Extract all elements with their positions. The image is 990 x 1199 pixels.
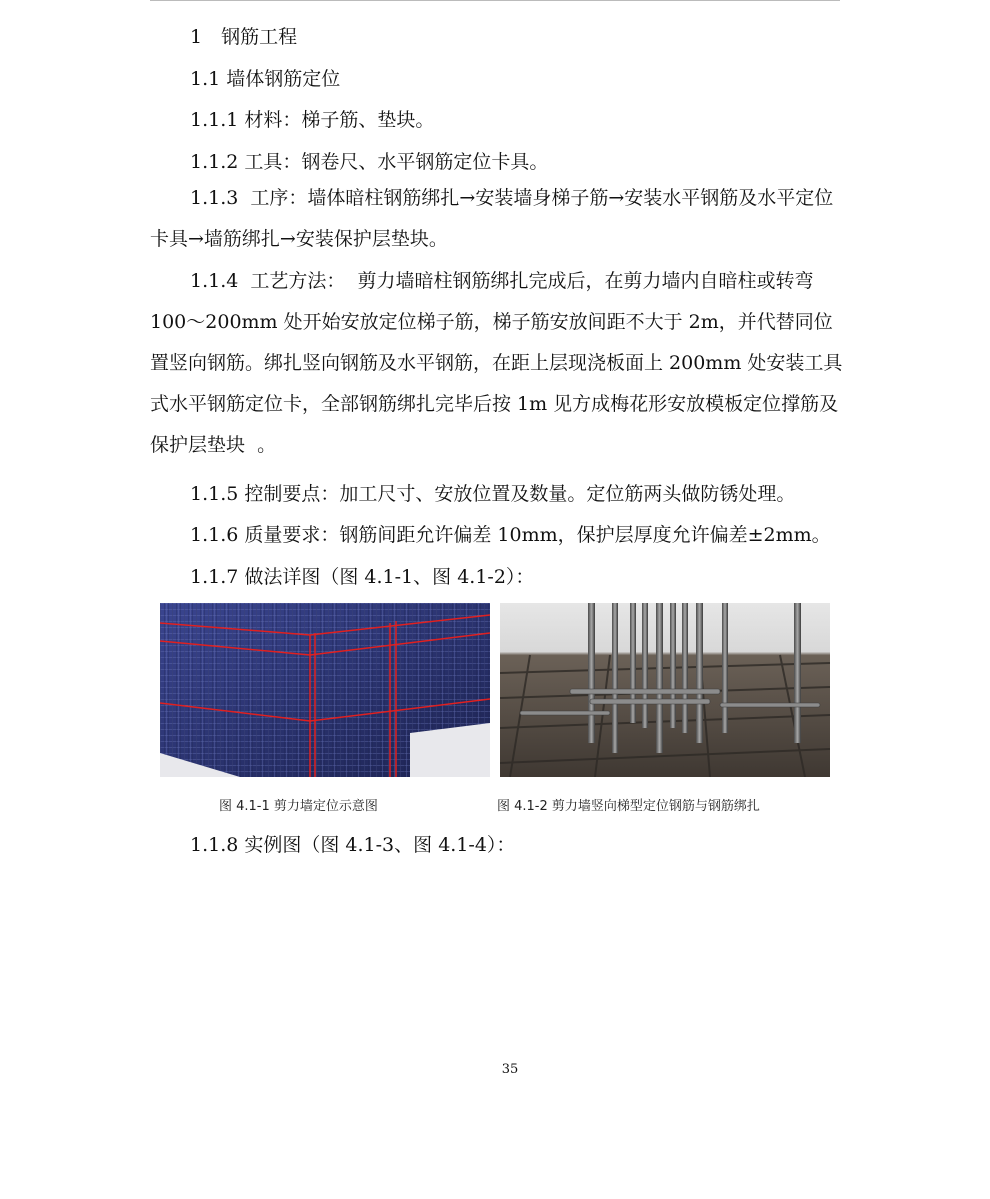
figure-2-caption: 图 4.1-2 剪力墙竖向梯型定位钢筋与钢筋绑扎 [497, 799, 760, 814]
item-quality: 1.1.6 质量要求：钢筋间距允许偏差 10mm，保护层厚度允许偏差±2mm。 [190, 524, 831, 546]
header-rule [150, 0, 840, 4]
subsection-heading: 1.1 墙体钢筋定位 [190, 68, 341, 90]
item-procedure: 1.1.3 工序：墙体暗柱钢筋绑扎→安装墙身梯子筋→安装水平钢筋及水平定位卡具→墙筋绑扎→安装保护层垫块。 [150, 187, 834, 250]
item-tools: 1.1.2 工具：钢卷尺、水平钢筋定位卡具。 [190, 151, 549, 173]
item-control-points: 1.1.5 控制要点：加工尺寸、安放位置及数量。定位筋两头做防锈处理。 [190, 483, 796, 505]
item-method: 1.1.4 工艺方法： 剪力墙暗柱钢筋绑扎完成后，在剪力墙内自暗柱或转弯100～200mm 处开始安放定位梯子筋，梯子筋安放间距不大于 2m，并代替同位置竖向钢筋。绑扎竖向钢筋及水平钢筋，在距上层现浇板面上 200mm 处安装工具式水平钢筋定位卡，全部钢筋绑扎完毕后按 1m 见方成梅花形安放模板定位撑筋及保护层垫块 。 [150, 270, 843, 456]
page-number: 35 [501, 1062, 519, 1077]
ladder-rebar-image [500, 603, 830, 777]
section-heading: 1 钢筋工程 [190, 26, 298, 48]
item-examples: 1.1.8 实例图（图 4.1-3、图 4.1-4）： [190, 834, 516, 856]
item-detail-drawing: 1.1.7 做法详图（图 4.1-1、图 4.1-2）： [190, 566, 535, 588]
item-materials: 1.1.1 材料：梯子筋、垫块。 [190, 109, 435, 131]
rebar-cage-image [160, 603, 490, 777]
figure-shear-wall-positioning [160, 603, 490, 777]
figure-vertical-ladder-rebar [500, 603, 830, 777]
figure-1-caption: 图 4.1-1 剪力墙定位示意图 [219, 799, 378, 814]
